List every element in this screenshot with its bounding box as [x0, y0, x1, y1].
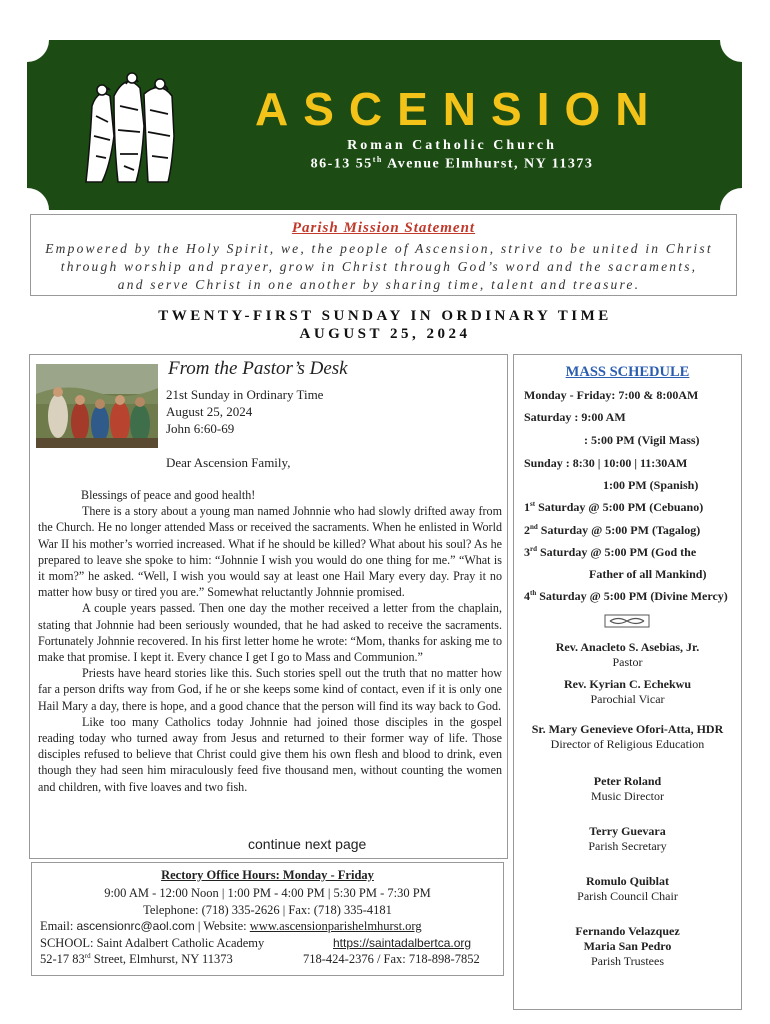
pastor-desk-meta: John 6:60-69	[166, 421, 235, 436]
mass-sunday: Sunday : 8:30 | 10:00 | 11:30AM	[524, 456, 688, 470]
staff-role: Director of Religious Education	[550, 737, 705, 751]
ascension-logo-art	[80, 66, 180, 186]
sunday-title: TWENTY-FIRST SUNDAY IN ORDINARY TIME	[158, 308, 612, 324]
staff-role: Parish Trustees	[590, 954, 664, 968]
staff-name: Sr. Mary Genevieve Ofori-Atta, HDR	[531, 722, 724, 736]
church-subtitle: Roman Catholic Church	[347, 138, 557, 153]
body-paragraph: Priests have heard stories like this. Such stories spell out the truth that no matter how far a person drifts way from God, if he or she keeps some kind of contact, even if it is only one Hail Mary a day, there is hope, and a good chance that the person will find its way back to God.	[38, 666, 502, 713]
staff-name: Romulo Quiblat	[585, 874, 669, 888]
school-address: 52-17 83rd Street, Elmhurst, NY 11373	[40, 952, 233, 967]
staff-name: Rev. Anacleto S. Asebias, Jr.	[555, 640, 700, 654]
rectory-hours: 9:00 AM - 12:00 Noon | 1:00 PM - 4:00 PM | 5:30 PM - 7:30 PM	[104, 886, 431, 900]
staff-role: Parochial Vicar	[590, 692, 665, 706]
mass-schedule-title: MASS SCHEDULE	[565, 364, 690, 380]
staff-name: Maria San Pedro	[583, 939, 672, 953]
body-paragraph: There is a story about a young man named Johnnie who had slowly drifted away from the Church. He no longer attended Mass or received the sacraments. When he enlisted in World War II his mother’s worried increased. What if he should be killed? What about his soul? As he prepared to leave she spoke to him: “Johnnie I wish you would do one thing for me.” “What is it mom?” he asked. “Well, I wish you would say at least one Hail Mary every day. Pray it no matter how busy or tired you are.” Somewhat reluctantly Johnnie promised.	[38, 504, 502, 600]
staff-role: Parish Secretary	[588, 839, 667, 853]
banner-corner	[720, 18, 764, 62]
pastor-desk-greeting: Dear Ascension Family,	[166, 455, 291, 470]
mission-title: Parish Mission Statement	[291, 220, 476, 236]
sunday-date: AUGUST 25, 2024	[299, 326, 471, 342]
mass-special: 3rd Saturday @ 5:00 PM (God the	[524, 545, 697, 559]
school-url-link[interactable]: https://saintadalbertca.org	[333, 936, 472, 950]
gospel-painting	[36, 364, 158, 448]
school-phone: 718-424-2376 / Fax: 718-898-7852	[303, 952, 480, 966]
staff-role: Pastor	[612, 655, 643, 669]
rectory-phone: Telephone: (718) 335-2626 | Fax: (718) 335-4181	[143, 903, 392, 917]
pastor-desk-meta: August 25, 2024	[166, 404, 253, 419]
pastor-desk-heading: From the Pastor’s Desk	[168, 358, 348, 379]
staff-name: Rev. Kyrian C. Echekwu	[563, 677, 691, 691]
website-link[interactable]: www.ascensionparishelmhurst.org	[249, 919, 422, 933]
ornament-divider-icon	[604, 614, 650, 628]
mass-special-cont: Father of all Mankind)	[589, 567, 707, 581]
mass-special: 4th Saturday @ 5:00 PM (Divine Mercy)	[524, 589, 728, 603]
rectory-title: Rectory Office Hours: Monday - Friday	[161, 868, 374, 882]
mass-special: 2nd Saturday @ 5:00 PM (Tagalog)	[524, 523, 701, 537]
mass-vigil: : 5:00 PM (Vigil Mass)	[584, 433, 700, 447]
rectory-contact: Email: ascensionrc@aol.com | Website: www.ascensionparishelmhurst.org	[40, 919, 422, 933]
mass-spanish: 1:00 PM (Spanish)	[603, 478, 699, 492]
school-name: SCHOOL: Saint Adalbert Catholic Academy	[40, 936, 265, 950]
pastor-desk-body	[38, 487, 502, 795]
email-link[interactable]: ascensionrc@aol.com	[76, 919, 195, 933]
church-address: 86-13 55th Avenue Elmhurst, NY 11373	[310, 155, 594, 172]
staff-name: Terry Guevara	[589, 824, 666, 838]
staff-role: Music Director	[591, 789, 664, 803]
body-paragraph: A couple years passed. Then one day the mother received a letter from the chaplain, stating that Johnnie had been seriously wounded, that he had asked to receive the sacraments. Fortunately Johnnie recovered. In his first letter home he wrote: “Mom, thanks for asking me to make that promise. I kept it. Every chance I get I go to Mass and Communion.”	[38, 601, 502, 665]
staff-name: Fernando Velazquez	[575, 924, 680, 938]
mass-special: 1st Saturday @ 5:00 PM (Cebuano)	[524, 500, 704, 514]
church-title: ASCENSION	[255, 83, 664, 135]
continue-link[interactable]: continue next page	[248, 836, 367, 852]
banner-corner	[5, 18, 49, 62]
body-paragraph: Blessings of peace and good health!	[81, 488, 256, 502]
mass-saturday: Saturday : 9:00 AM	[524, 410, 626, 424]
staff-role: Parish Council Chair	[577, 889, 678, 903]
body-paragraph: Like too many Catholics today Johnnie had joined those disciples in the gospel reading today who turned away from Jesus and returned to their former way of life. Those disciples refused to believe that Christ could give them his own flesh and blood to drink, even though they had seen him miraculously feed five thousand men, without counting the women and children, with five loaves and two fish.	[38, 714, 502, 794]
mission-text: Empowered by the Holy Spirit, we, the people of Ascension, strive to be united in Christ through worship and prayer, grow in Christ through God’s word and the sacraments, and serve Christ in one another by sharing time, talent and treasure.	[45, 241, 713, 292]
mass-weekday: Monday - Friday: 7:00 & 8:00AM	[524, 388, 699, 402]
staff-name: Peter Roland	[593, 774, 662, 788]
pastor-desk-meta: 21st Sunday in Ordinary Time	[166, 387, 324, 402]
